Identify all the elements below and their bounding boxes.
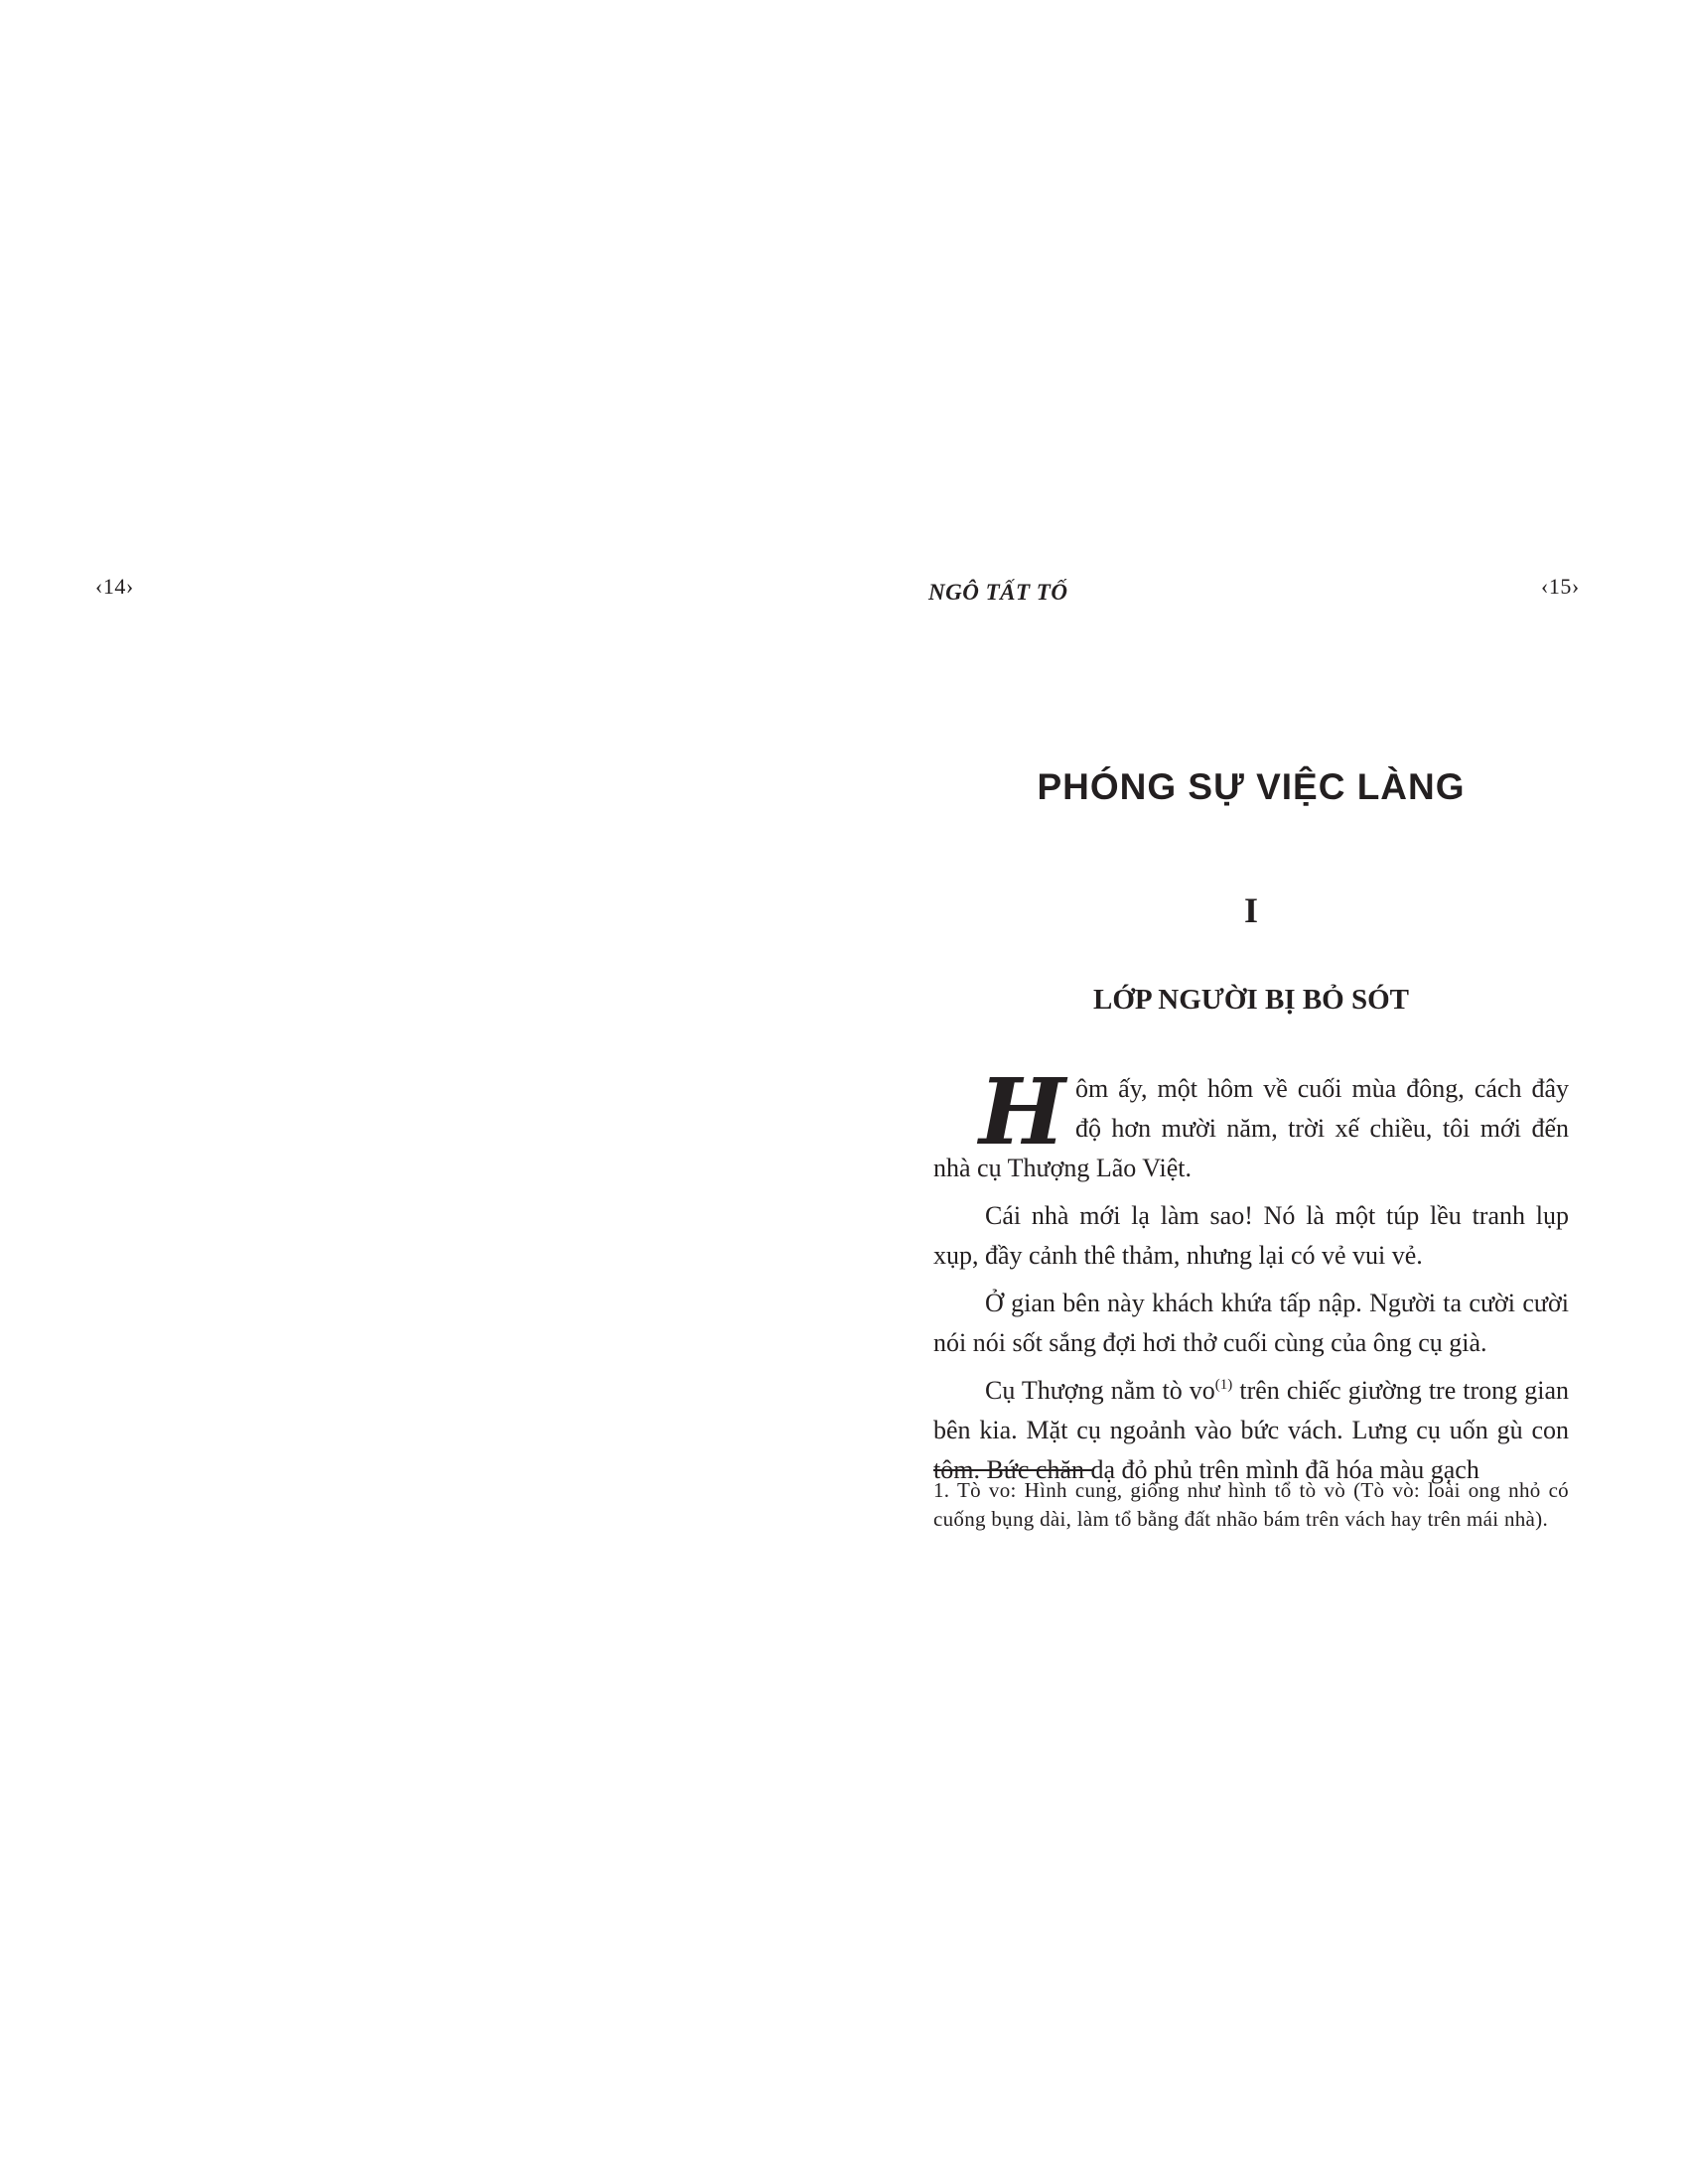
chapter-numeral: I	[1243, 890, 1258, 930]
paragraph	[933, 1371, 1569, 1490]
footnote-divider	[933, 1469, 1094, 1471]
paragraph-text: ôm ấy, một hôm về cuối mùa đông, cách đây độ hơn mười năm, trời xế chiều, tôi mới đến nhà cụ Thượng Lão Việt.	[933, 1074, 1569, 1182]
right-page-number: ‹15›	[1541, 574, 1580, 599]
paragraph	[933, 1058, 1569, 1188]
paragraph-text: Cụ Thượng nằm tò vo	[985, 1376, 1215, 1405]
paragraph-text: Cái nhà mới lạ làm sao! Nó là một túp lều tranh lụp xụp, đầy cảnh thê thảm, nhưng lại có vẻ vui vẻ.	[933, 1201, 1569, 1270]
section-title: LỚP NGƯỜI BỊ BỎ SÓT	[1093, 984, 1409, 1016]
chapter-title: PHÓNG SỰ VIỆC LÀNG	[1037, 766, 1466, 807]
drop-cap: H	[979, 1058, 1063, 1165]
paragraph-text: trên chiếc giường tre trong gian bên kia. Mặt cụ ngoảnh vào bức vách. Lưng cụ uốn gù con tôm. Bức chăn dạ đỏ phủ trên mình đã hóa màu gạch	[933, 1376, 1569, 1484]
paragraph	[933, 1196, 1569, 1276]
left-page-number: ‹14›	[95, 574, 134, 599]
footnote-marker: (1)	[1214, 1377, 1233, 1393]
footnote: 1. Tò vo: Hình cung, giống như hình tổ tò vò (Tò vò: loài ong nhỏ có cuống bụng dài, làm tổ bằng đất nhão bám trên vách hay trên mái nhà).	[933, 1478, 1569, 1531]
running-header: NGÔ TẤT TỐ	[928, 580, 1068, 605]
paragraph-text: Ở gian bên này khách khứa tấp nập. Người ta cười cười nói nói sốt sắng đợi hơi thở cuối cùng của ông cụ già.	[933, 1289, 1569, 1357]
body-text	[933, 1058, 1569, 1498]
paragraph	[933, 1284, 1569, 1363]
